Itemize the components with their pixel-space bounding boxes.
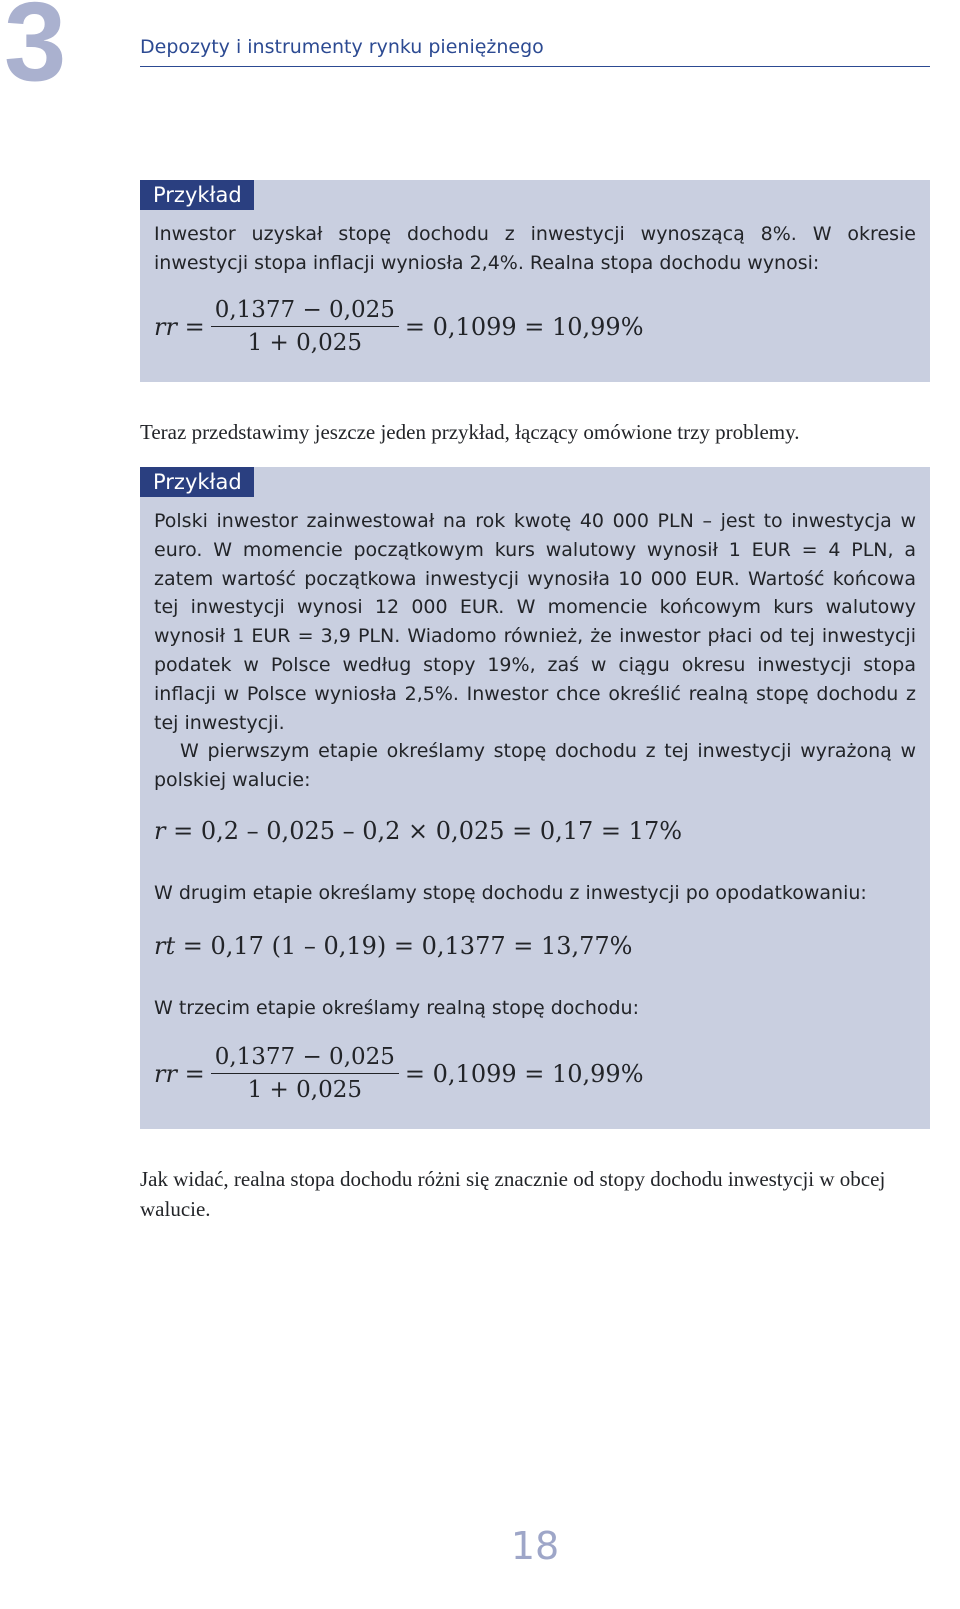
formula-rhs: = 0,1099 = 10,99% bbox=[404, 1059, 644, 1088]
fraction bbox=[211, 294, 399, 359]
example-2-paragraph-4: W trzecim etapie określamy realną stopę dochodu: bbox=[154, 997, 639, 1019]
formula-lhs: rr = bbox=[154, 1059, 205, 1088]
example-tag: Przykład bbox=[140, 467, 254, 497]
fraction bbox=[211, 1041, 399, 1106]
running-title: Depozyty i instrumenty rynku pieniężnego bbox=[140, 36, 544, 58]
formula-lhs: rt bbox=[154, 932, 176, 960]
example-tag: Przykład bbox=[140, 180, 254, 210]
fraction-numerator: 0,1377 − 0,025 bbox=[211, 1041, 399, 1074]
formula-rhs: = 0,1099 = 10,99% bbox=[404, 312, 644, 341]
example-box-2 bbox=[140, 467, 930, 1129]
real-rate-formula bbox=[154, 294, 644, 359]
example-1-text: Inwestor uzyskał stopę dochodu z inwestycji wynoszącą 8%. W okresie inwestycji stopa inflacji wyniosła 2,4%. Realna stopa dochodu wynosi: bbox=[154, 223, 916, 274]
chapter-number: 3 bbox=[4, 0, 67, 104]
header-rule bbox=[140, 66, 930, 67]
formula-lhs: r bbox=[154, 817, 166, 845]
real-rate-formula bbox=[154, 1041, 644, 1106]
formula-rhs: = 0,17 (1 – 0,19) = 0,1377 = 13,77% bbox=[182, 932, 633, 960]
nominal-rate-formula bbox=[154, 817, 682, 845]
formula-rhs: = 0,2 – 0,025 – 0,2 × 0,025 = 0,17 = 17% bbox=[173, 817, 683, 845]
example-box-1 bbox=[140, 180, 930, 382]
page-number: 18 bbox=[510, 1524, 560, 1568]
fraction-denominator: 1 + 0,025 bbox=[247, 330, 362, 356]
example-2-paragraph-3: W drugim etapie określamy stopę dochodu z inwestycji po opodatkowaniu: bbox=[154, 882, 867, 904]
example-2-paragraph-2: W pierwszym etapie określamy stopę dochodu z tej inwestycji wyrażoną w polskiej walucie: bbox=[154, 740, 916, 791]
fraction-numerator: 0,1377 − 0,025 bbox=[211, 294, 399, 327]
after-tax-rate-formula bbox=[154, 932, 632, 960]
intro-paragraph: Teraz przedstawimy jeszcze jeden przykład, łączący omówione trzy problemy. bbox=[140, 420, 800, 444]
example-2-paragraph-1: Polski inwestor zainwestował na rok kwotę 40 000 PLN – jest to inwestycja w euro. W momencie początkowym kurs walutowy wynosił 1 EUR = 4 PLN, a zatem wartość początkowa inwestycji wynosiła 10 000 EUR. Wartość końcowa tej inwestycji wynosi 12 000 EUR. W momencie końcowym kurs walutowy wynosił 1 EUR = 3,9 PLN. Wiadomo również, że inwestor płaci od tej inwestycji podatek w Polsce według stopy 19%, zaś w ciągu okresu inwestycji stopa inflacji w Polsce wyniosła 2,5%. Inwestor chce określić realną stopę dochodu z tej inwestycji. bbox=[154, 510, 916, 734]
fraction-denominator: 1 + 0,025 bbox=[247, 1077, 362, 1103]
formula-lhs: rr = bbox=[154, 312, 205, 341]
closing-paragraph: Jak widać, realna stopa dochodu różni się znacznie od stopy dochodu inwestycji w obcej walucie. bbox=[140, 1167, 886, 1221]
